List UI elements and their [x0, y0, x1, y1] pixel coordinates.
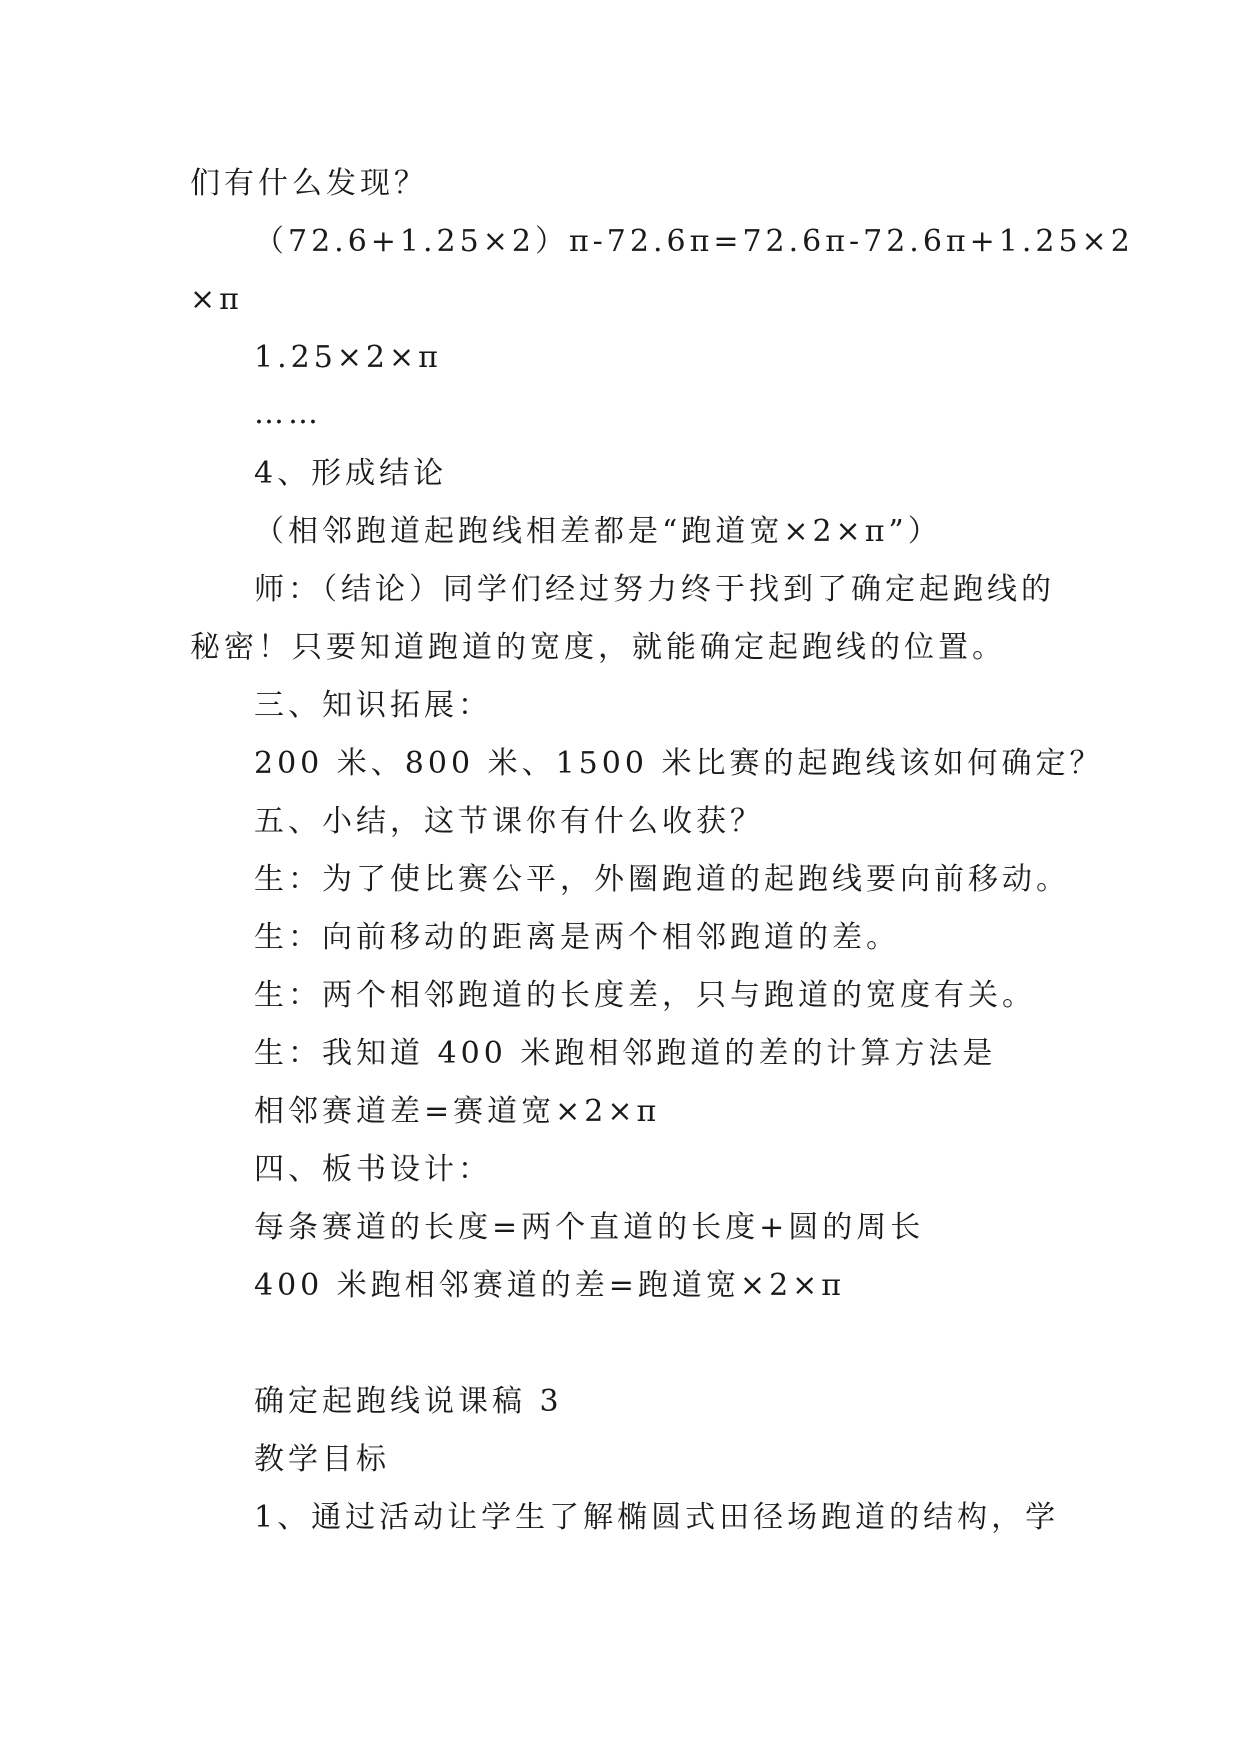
- formula-line: ×π: [190, 282, 243, 317]
- section-heading: 教学目标: [254, 1442, 390, 1477]
- formula-line: 相邻赛道差=赛道宽×2×π: [254, 1094, 661, 1129]
- document-title: 确定起跑线说课稿 3: [254, 1384, 563, 1419]
- text-line: 200 米、800 米、1500 米比赛的起跑线该如何确定？: [254, 746, 1104, 781]
- text-line: 生：向前移动的距离是两个相邻跑道的差。: [254, 920, 900, 955]
- text-line: 们有什么发现？: [190, 166, 428, 201]
- text-line: 1、通过活动让学生了解椭圆式田径场跑道的结构，学: [254, 1500, 1060, 1535]
- text-line: 秘密！只要知道跑道的宽度，就能确定起跑线的位置。: [190, 630, 1006, 665]
- section-heading: 三、知识拓展：: [254, 688, 492, 723]
- formula-line: （72.6+1.25×2）π-72.6π=72.6π-72.6π+1.25×2: [254, 224, 1134, 259]
- text-line: （相邻跑道起跑线相差都是“跑道宽×2×π”）: [254, 514, 942, 549]
- formula-line: 1.25×2×π: [254, 340, 442, 375]
- text-line: 生：为了使比赛公平，外圈跑道的起跑线要向前移动。: [254, 862, 1070, 897]
- section-heading: 五、小结，这节课你有什么收获？: [254, 804, 764, 839]
- text-line: 师：（结论）同学们经过努力终于找到了确定起跑线的: [254, 572, 1055, 607]
- text-line: 生：两个相邻跑道的长度差，只与跑道的宽度有关。: [254, 978, 1036, 1013]
- ellipsis-line: ……: [254, 396, 322, 431]
- section-heading: 四、板书设计：: [254, 1152, 492, 1187]
- text-line: 400 米跑相邻赛道的差=跑道宽×2×π: [254, 1268, 846, 1303]
- text-line: 每条赛道的长度=两个直道的长度+圆的周长: [254, 1210, 925, 1245]
- section-heading: 4、形成结论: [254, 456, 448, 491]
- text-line: 生：我知道 400 米跑相邻跑道的差的计算方法是: [254, 1036, 997, 1071]
